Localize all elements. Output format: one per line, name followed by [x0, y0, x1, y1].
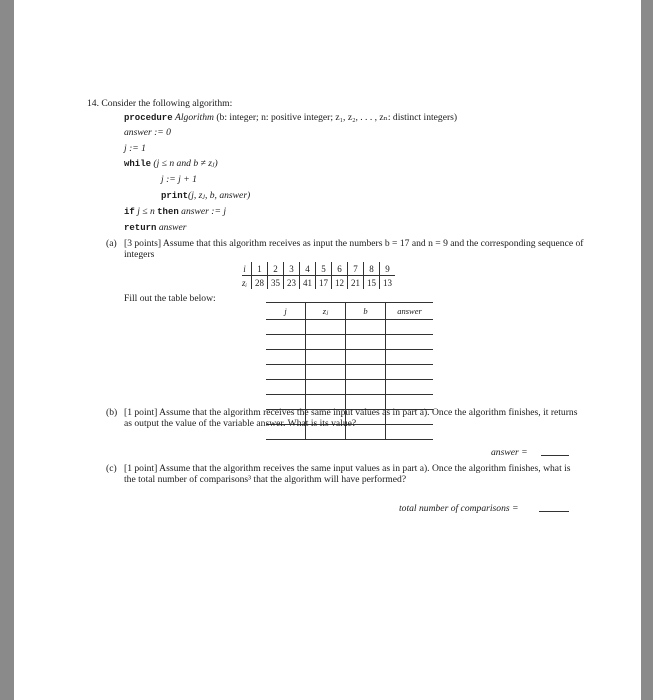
- fill-cell[interactable]: [386, 320, 434, 335]
- i-cell: 3: [283, 262, 299, 276]
- row-label-i: i: [242, 262, 251, 276]
- part-c-answer-label: total number of comparisons =: [399, 503, 519, 514]
- sequence-row-z: [242, 276, 395, 290]
- if-condition: j ≤ n: [137, 206, 155, 217]
- fill-cell[interactable]: [306, 320, 346, 335]
- part-b-text: [1 point] Assume that the algorithm receives the same input values as in part a). Once the algorithm finishes, it returns as output the value of the variable answer. What is its value?: [124, 407, 578, 429]
- row-label-z: zᵢ: [242, 277, 247, 288]
- sequence-row-i: [242, 262, 395, 276]
- while-condition: (j ≤ n and b ≠ zⱼ): [153, 158, 218, 169]
- code-return-line: [124, 222, 187, 234]
- z-cell: 13: [379, 276, 395, 290]
- code-j-init: j := 1: [124, 143, 146, 154]
- then-keyword: then: [157, 207, 179, 217]
- code-procedure-line: [124, 112, 457, 124]
- fill-cell[interactable]: [266, 320, 306, 335]
- procedure-params: (b: integer; n: positive integer; z₁, z₂, . . . , zₙ: distinct integers): [216, 112, 458, 123]
- fill-table-row: [266, 350, 433, 365]
- fill-cell[interactable]: [346, 350, 386, 365]
- return-keyword: return: [124, 223, 157, 233]
- part-b-label: (b): [106, 407, 118, 418]
- z-cell: 17: [315, 276, 331, 290]
- part-a-label: (a): [106, 238, 117, 249]
- fill-cell[interactable]: [386, 335, 434, 350]
- if-keyword: if: [124, 207, 135, 217]
- fill-cell[interactable]: [306, 350, 346, 365]
- fill-cell[interactable]: [346, 320, 386, 335]
- fill-table-row: [266, 380, 433, 395]
- part-c-answer-blank[interactable]: [539, 511, 569, 512]
- fill-table-label: Fill out the table below:: [124, 293, 216, 304]
- fill-cell[interactable]: [346, 335, 386, 350]
- z-cell: 35: [267, 276, 283, 290]
- part-b-answer-blank[interactable]: [541, 455, 569, 456]
- i-cell: 9: [379, 262, 395, 276]
- fill-cell[interactable]: [386, 365, 434, 380]
- return-value: answer: [158, 222, 187, 233]
- print-keyword: print: [161, 191, 189, 201]
- part-c-text: [1 point] Assume that the algorithm receives the same input values as in part a). Once the algorithm finishes, what is the total number of comparisons³ that the algorithm will have performed?: [124, 463, 571, 485]
- fill-table-row: [266, 335, 433, 350]
- fill-cell[interactable]: [266, 335, 306, 350]
- fill-table-header: [266, 303, 433, 320]
- code-if-line: [124, 206, 226, 218]
- i-cell: 5: [315, 262, 331, 276]
- z-cell: 12: [331, 276, 347, 290]
- z-cell: 41: [299, 276, 315, 290]
- header-answer: answer: [386, 303, 434, 320]
- fill-cell[interactable]: [266, 350, 306, 365]
- i-cell: 7: [347, 262, 363, 276]
- fill-table-row: [266, 320, 433, 335]
- header-b: b: [346, 303, 386, 320]
- fill-cell[interactable]: [306, 365, 346, 380]
- fill-cell[interactable]: [346, 380, 386, 395]
- i-cell: 4: [299, 262, 315, 276]
- document-page: [14, 0, 641, 700]
- problem-header: [87, 98, 232, 109]
- i-cell: 1: [251, 262, 267, 276]
- fill-cell[interactable]: [306, 380, 346, 395]
- fill-cell[interactable]: [266, 365, 306, 380]
- procedure-keyword: procedure: [124, 113, 173, 123]
- z-cell: 15: [363, 276, 379, 290]
- z-cell: 23: [283, 276, 299, 290]
- i-cell: 2: [267, 262, 283, 276]
- while-keyword: while: [124, 159, 152, 169]
- part-a-text: [3 points] Assume that this algorithm receives as input the numbers b = 17 and n = 9 and the corresponding sequence of integers: [124, 238, 584, 260]
- part-b-answer-label: answer =: [491, 447, 528, 458]
- z-cell: 28: [251, 276, 267, 290]
- z-cell: 21: [347, 276, 363, 290]
- code-print-line: [161, 190, 250, 202]
- fill-cell[interactable]: [386, 350, 434, 365]
- if-body: answer := j: [181, 206, 227, 217]
- i-cell: 8: [363, 262, 379, 276]
- fill-table-row: [266, 365, 433, 380]
- code-while-line: [124, 158, 218, 170]
- fill-cell[interactable]: [386, 380, 434, 395]
- i-cell: 6: [331, 262, 347, 276]
- header-j: j: [266, 303, 306, 320]
- sequence-table: [242, 262, 395, 289]
- code-j-increment: j := j + 1: [161, 174, 197, 185]
- fill-cell[interactable]: [306, 335, 346, 350]
- code-answer-init: answer := 0: [124, 127, 171, 138]
- part-c-label: (c): [106, 463, 117, 474]
- procedure-name: Algorithm: [175, 112, 214, 123]
- print-args: (j, zⱼ, b, answer): [188, 190, 251, 201]
- header-zj: zⱼ: [306, 303, 346, 320]
- problem-intro: Consider the following algorithm:: [101, 98, 233, 109]
- fill-cell[interactable]: [346, 365, 386, 380]
- problem-number: 14.: [87, 98, 99, 109]
- fill-cell[interactable]: [266, 380, 306, 395]
